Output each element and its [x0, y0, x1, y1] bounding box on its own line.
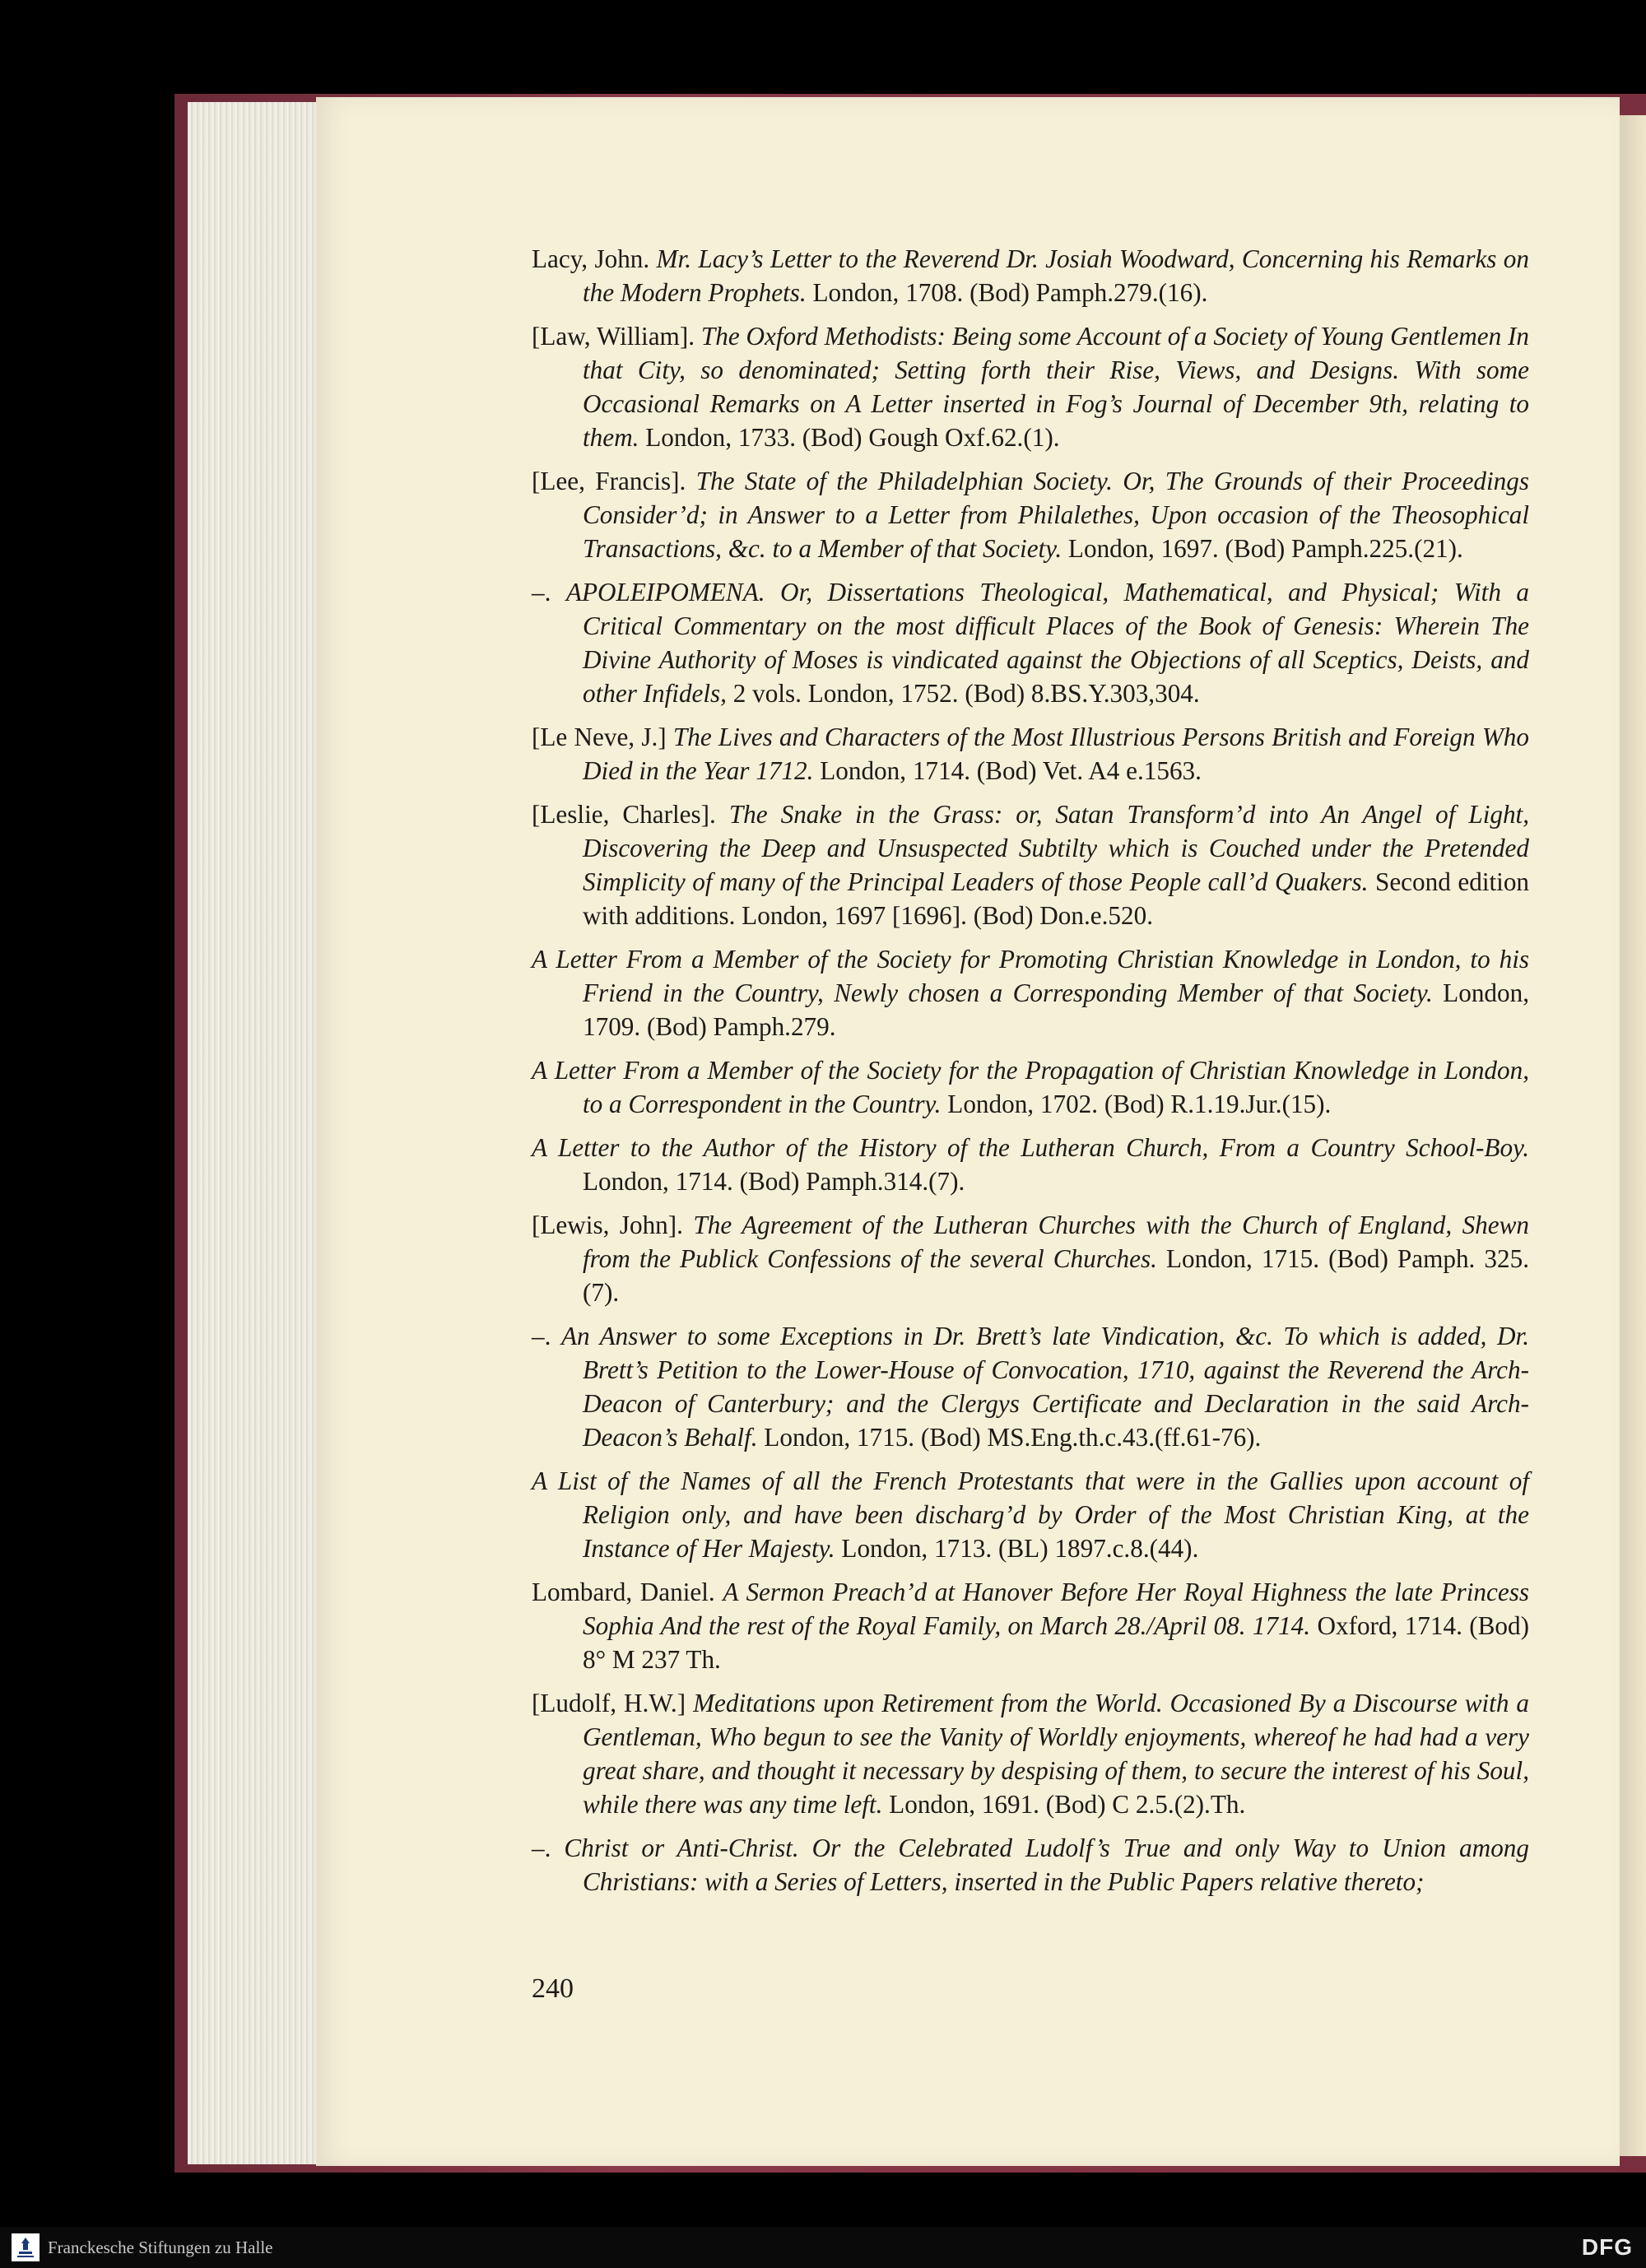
institution-name: Franckesche Stiftungen zu Halle: [48, 2238, 273, 2257]
viewer-footer: [0, 2227, 1646, 2268]
bibliography-entry: [Law, William]. The Oxford Methodists: Being some Account of a Society of Young Gentlemen In that City, so denominated; Setting forth their Rise, Views, and Designs. With some Occasional Remarks on A Letter inserted in Fog’s Journal of December 9th, relating to them. London, 1733. (Bod) Gough Oxf.62.(1).: [532, 322, 1530, 452]
bibliography-list: [532, 242, 1529, 1908]
bibliography-entry: –. APOLEIPOMENA. Or, Dissertations Theological, Mathematical, and Physical; With a Critical Commentary on the most difficult Places of the Book of Genesis: Wherein The Divine Authority of Moses is vindicated against the Objections of all Sceptics, Deists, and other Infidels, 2 vols. London, 1752. (Bod) 8.BS.Y.303,304.: [532, 578, 1529, 708]
book-page: [316, 97, 1620, 2166]
dfg-logo: DFG: [1581, 2234, 1633, 2260]
bibliography-entry: –. Christ or Anti-Christ. Or the Celebrated Ludolf’s True and only Way to Union among Christians: with a Series of Letters, inserted in the Public Papers relative thereto;: [532, 1833, 1529, 1896]
bibliography-entry: [Ludolf, H.W.] Meditations upon Retirement from the World. Occasioned By a Discourse with a Gentleman, Who begun to see the Vanity of Worldly enjoyments, whereof he had had a very great share, and thought it necessary by despising of them, to secure the interest of his Soul, while there was any time left. London, 1691. (Bod) C 2.5.(2).Th.: [532, 1689, 1529, 1819]
bibliography-entry: [Lewis, John]. The Agreement of the Lutheran Churches with the Church of England, Shewn from the Publick Confessions of the several Churches. London, 1715. (Bod) Pamph. 325.(7).: [532, 1211, 1529, 1307]
facing-page-edge: [1618, 115, 1646, 2156]
bibliography-entry: [Lee, Francis]. The State of the Philadelphian Society. Or, The Grounds of their Proceedings Consider’d; in Answer to a Letter from Philalethes, Upon occasion of the Theosophical Transactions, &c. to a Member of that Society. London, 1697. (Bod) Pamph.225.(21).: [532, 467, 1529, 563]
page-edges: [188, 102, 319, 2164]
bibliography-entry: A Letter From a Member of the Society for the Propagation of Christian Knowledge in London, to a Correspondent in the Country. London, 1702. (Bod) R.1.19.Jur.(15).: [532, 1056, 1529, 1118]
bibliography-entry: Lombard, Daniel. A Sermon Preach’d at Hanover Before Her Royal Highness the late Princess Sophia And the rest of the Royal Family, on March 28./April 08. 1714. Oxford, 1714. (Bod) 8° M 237 Th.: [532, 1578, 1529, 1674]
bibliography-entry: A Letter From a Member of the Society for Promoting Christian Knowledge in London, to his Friend in the Country, Newly chosen a Corresponding Member of that Society. London, 1709. (Bod) Pamph.279.: [532, 945, 1529, 1041]
bibliography-entry: Lacy, John. Mr. Lacy’s Letter to the Reverend Dr. Josiah Woodward, Concerning his Remarks on the Modern Prophets. London, 1708. (Bod) Pamph.279.(16).: [532, 244, 1529, 307]
bibliography-entry: A Letter to the Author of the History of the Lutheran Church, From a Country School-Boy. London, 1714. (Bod) Pamph.314.(7).: [532, 1133, 1529, 1196]
bibliography-entry: [Le Neve, J.] The Lives and Characters of the Most Illustrious Persons British and Foreign Who Died in the Year 1712. London, 1714. (Bod) Vet. A4 e.1563.: [532, 723, 1529, 785]
francke-foundation-logo-icon: [12, 2233, 40, 2261]
bibliography-entry: [Leslie, Charles]. The Snake in the Grass: or, Satan Transform’d into An Angel of Light, Discovering the Deep and Unsuspected Subtilty which is Couched under the Pretended Simplicity of many of the Principal Leaders of those People call’d Quakers. Second edition with additions. London, 1697 [1696]. (Bod) Don.e.520.: [532, 800, 1530, 930]
page-number: 240: [532, 1973, 574, 2004]
bibliography-entry: –. An Answer to some Exceptions in Dr. Brett’s late Vindication, &c. To which is added, Dr. Brett’s Petition to the Lower-House of Convocation, 1710, against the Reverend the Arch-Deacon of Canterbury; and the Clergys Certificate and Declaration in the said Arch-Deacon’s Behalf. London, 1715. (Bod) MS.Eng.th.c.43.(ff.61-76).: [532, 1322, 1530, 1452]
bibliography-entry: A List of the Names of all the French Protestants that were in the Gallies upon account of Religion only, and have been discharg’d by Order of the Most Christian King, at the Instance of Her Majesty. London, 1713. (BL) 1897.c.8.(44).: [532, 1466, 1529, 1563]
